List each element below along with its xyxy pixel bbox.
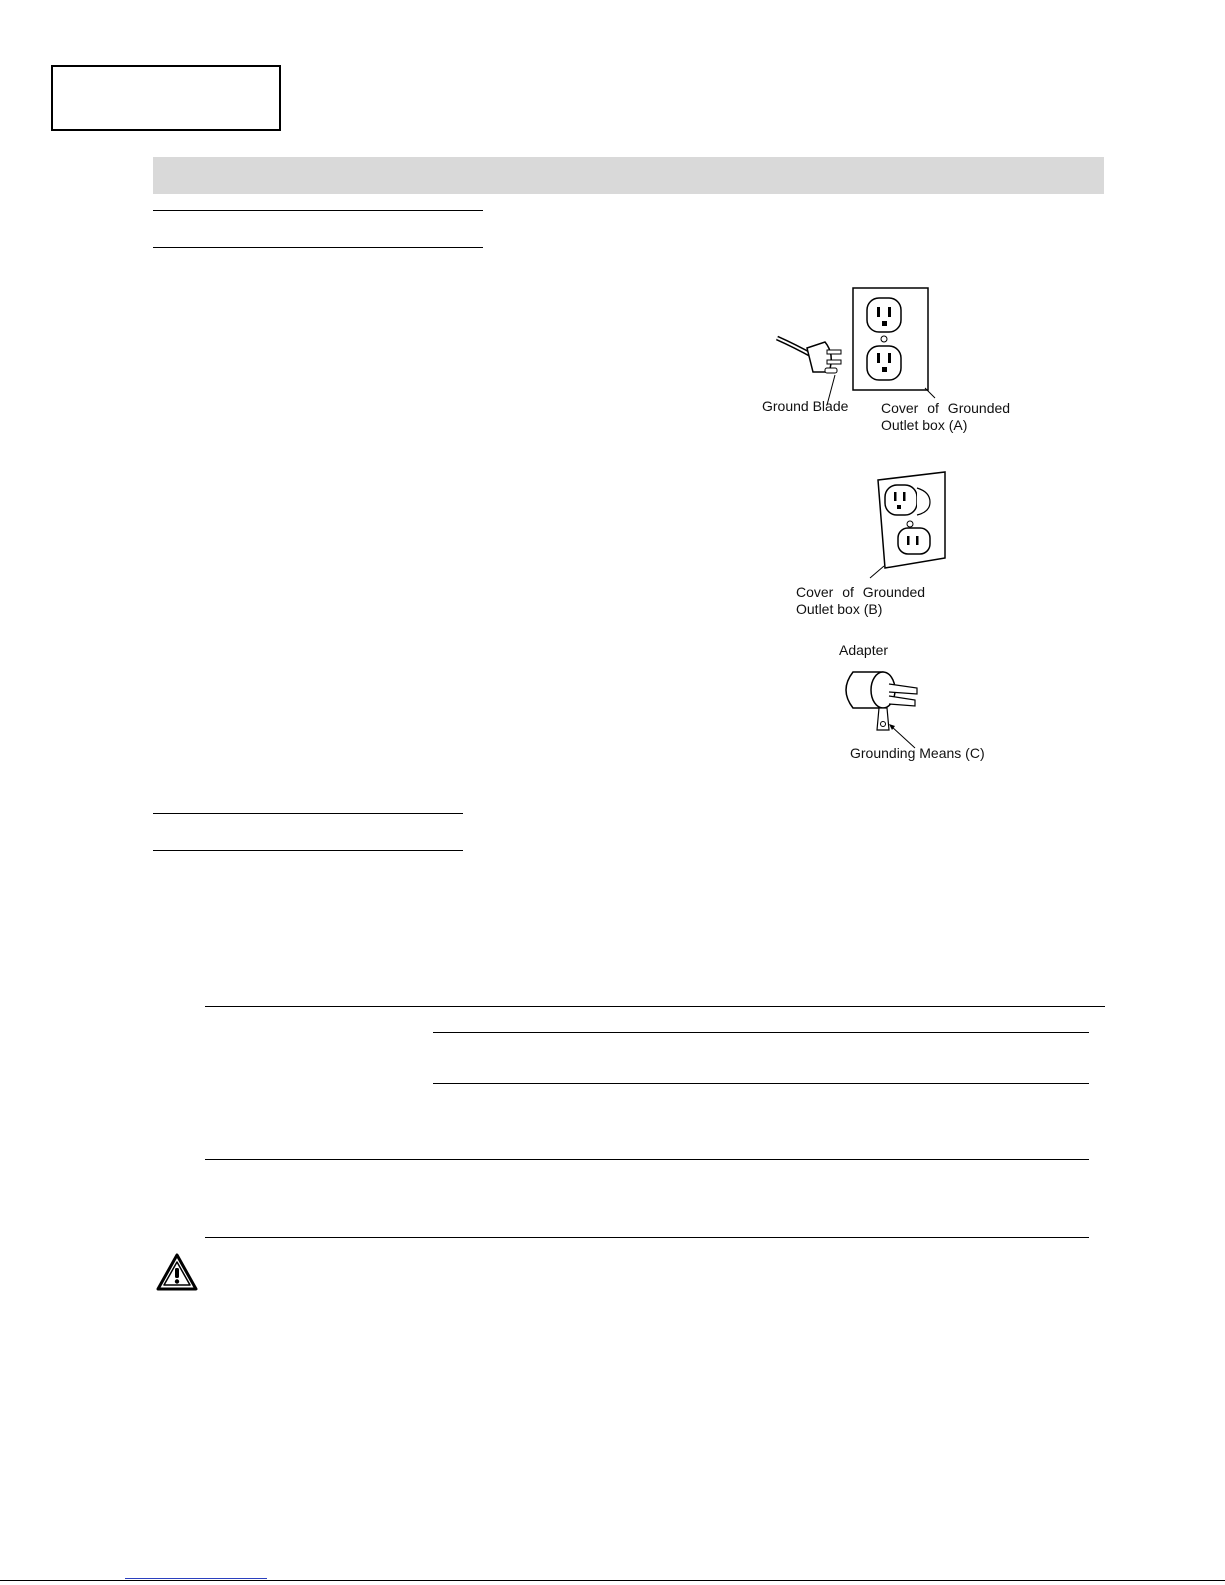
outlet-b-cover-label-line1: Cover of Grounded — [796, 584, 926, 600]
grounding-means-label: Grounding Means (C) — [850, 745, 985, 761]
figure-adapter — [835, 660, 995, 750]
table-rule-bottom — [205, 1237, 1089, 1238]
subheading-rule-mid-1 — [153, 813, 463, 814]
outlet-b-cover-label-line2: Outlet box (B) — [796, 601, 883, 617]
adapter-label: Adapter — [839, 642, 889, 658]
section-heading-bar — [153, 157, 1104, 194]
ground-blade-label: Ground Blade — [762, 398, 849, 414]
warning-triangle-icon — [155, 1252, 199, 1292]
table-rule-middle — [205, 1159, 1089, 1160]
figure-outlet-b — [860, 470, 960, 580]
table-rule-top — [205, 1006, 1105, 1007]
table-rule-inner-2 — [433, 1083, 1089, 1084]
footer-rule — [0, 1580, 1225, 1581]
subheading-rule-mid-2 — [153, 850, 463, 851]
angled-outlet-illustration — [860, 470, 960, 580]
outlet-a-cover-label-line2: Outlet box (A) — [881, 417, 968, 433]
footer-link-underline[interactable] — [125, 1578, 267, 1579]
table-rule-inner-1 — [433, 1032, 1089, 1033]
grounding-adapter-illustration — [835, 660, 995, 750]
subheading-rule-top-1 — [153, 210, 483, 211]
outlet-a-cover-label-line1: Cover of Grounded — [881, 400, 1011, 416]
subheading-rule-top-2 — [153, 247, 483, 248]
header-box — [51, 65, 281, 131]
